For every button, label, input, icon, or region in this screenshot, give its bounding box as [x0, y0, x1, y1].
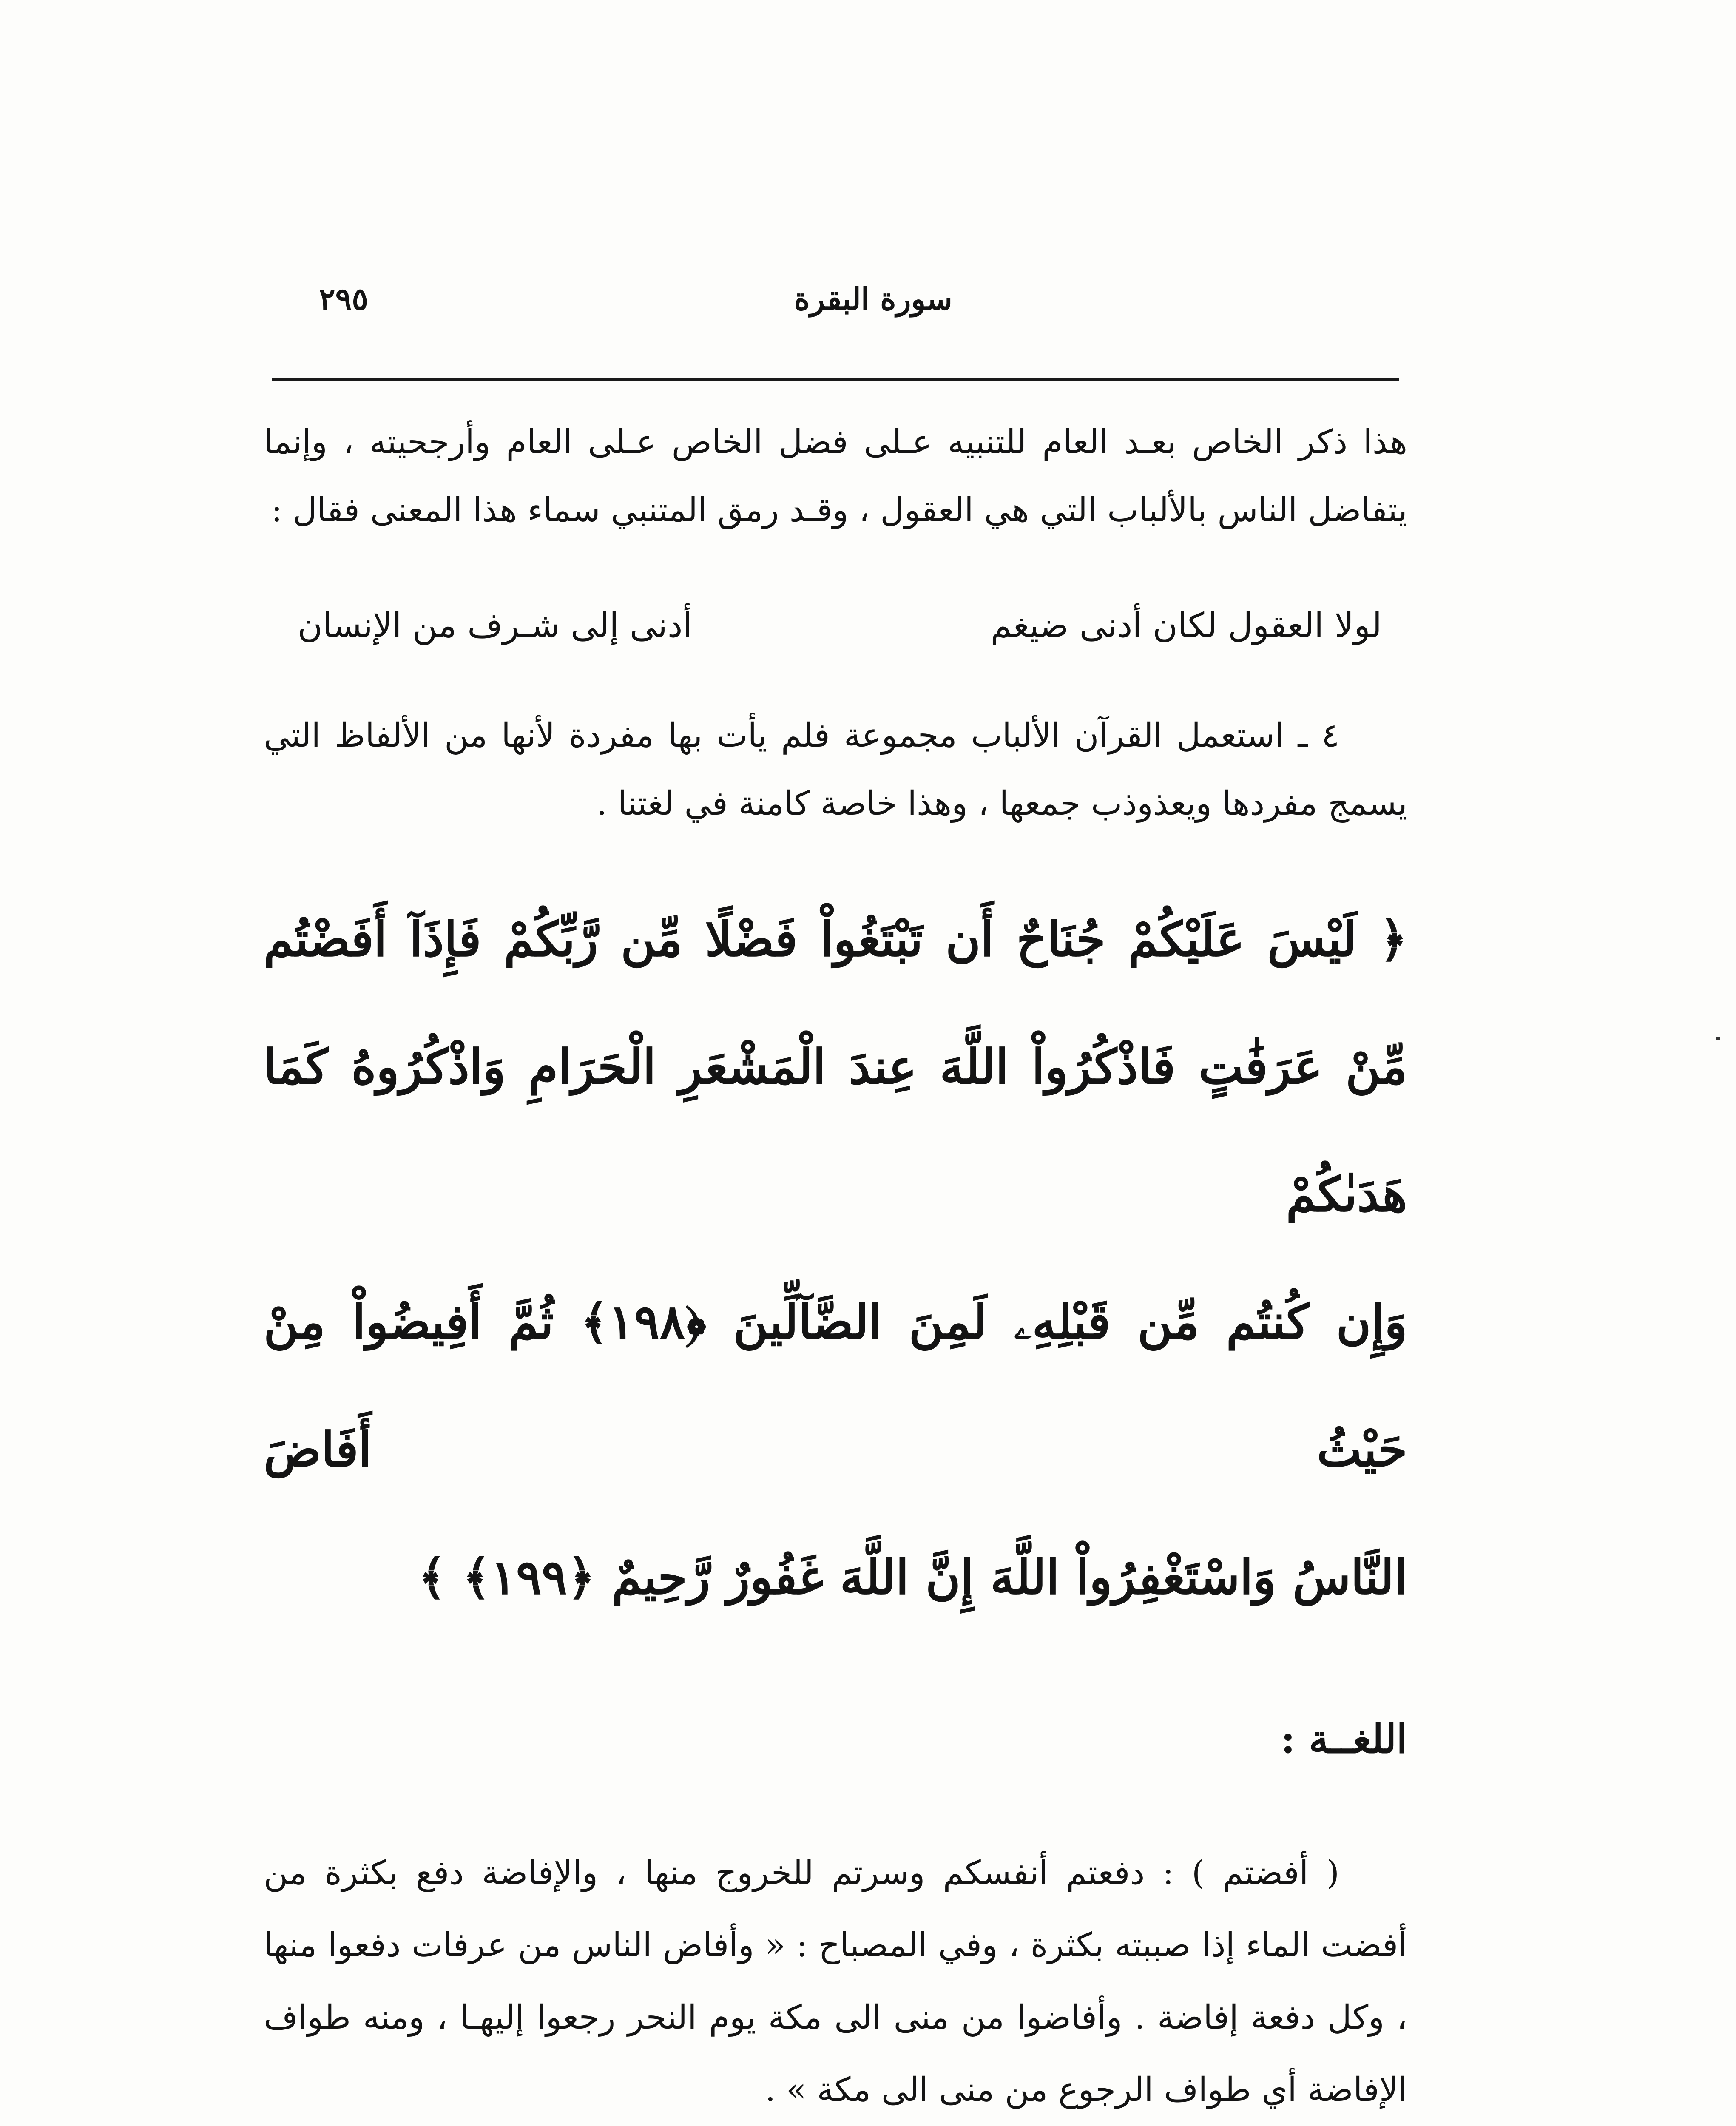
quran-line: النَّاسُ وَاسْتَغْفِرُواْ اللَّهَ إِنَّ اللَّهَ غَفُورٌ رَّحِيمٌ ﴿١٩٩﴾ ﴾	[418, 1549, 1407, 1605]
page-body	[264, 408, 1407, 2126]
page-number: ٢٩٥	[319, 281, 369, 317]
intro-paragraph: هذا ذكر الخاص بعـد العام للتنبيه عـلى فضل الخاص عـلى العام وأرجحيته ، وإنما يتفاضل الناس بالألباب التي هي العقول ، وقـد رمق المتنبي سماء هذا المعنى فقال :	[264, 423, 1407, 529]
note-4-paragraph: ٤ ـ استعمل القرآن الألباب مجموعة فلم يأت بها مفردة لأنها من الألفاظ التي يسمج مفردها ويعذوذب جمعها ، وهذا خاصة كامنة في لغتنا .	[264, 716, 1407, 823]
verse-first-hemistich: لولا العقول لكان أدنى ضيغم	[990, 605, 1382, 645]
language-section	[264, 1837, 1407, 2126]
scan-speck	[1716, 1037, 1720, 1040]
quran-passage	[264, 876, 1407, 1641]
language-paragraph: ( أفضتم ) : دفعتم أنفسكم وسرتم للخروج منها ، والإفاضة دفع بكثرة من أفضت الماء إذا صببته بكثرة ، وفي المصباح : « وأفاض الناس من عرفات دفعوا منها ، وكل دفعة إفاضة . وأفاضوا من منى الى مكة يوم النحر رجعوا إليهـا ، ومنه طواف الإفاضة أي طواف الرجوع من منى الى مكة » .	[264, 1854, 1407, 2109]
header-divider	[272, 378, 1399, 381]
running-header	[272, 281, 1399, 340]
quran-line: مِّنْ عَرَفَٰتٍ فَاذْكُرُواْ اللَّهَ عِندَ الْمَشْعَرِ الْحَرَامِ وَاذْكُرُوهُ كَمَا هَدَىٰكُمْ	[264, 1039, 1407, 1222]
quran-line: ﴿ لَيْسَ عَلَيْكُمْ جُنَاحٌ أَن تَبْتَغُواْ فَضْلًا مِّن رَّبِّكُمْ فَإِذَآ أَفَضْتُم	[264, 912, 1408, 967]
verse-second-hemistich: أدنى إلى شـرف من الإنسان	[298, 605, 692, 645]
poetry-verse	[264, 591, 1407, 659]
language-heading: اللغــة :	[1281, 1716, 1407, 1762]
quran-line: وَإِن كُنتُم مِّن قَبْلِهِۦ لَمِنَ الضَّآلِّينَ ﴿١٩٨﴾ ثُمَّ أَفِيضُواْ مِنْ حَيْثُ أَفَاضَ	[264, 1294, 1407, 1478]
surah-title: سورة البقرة	[794, 281, 952, 317]
